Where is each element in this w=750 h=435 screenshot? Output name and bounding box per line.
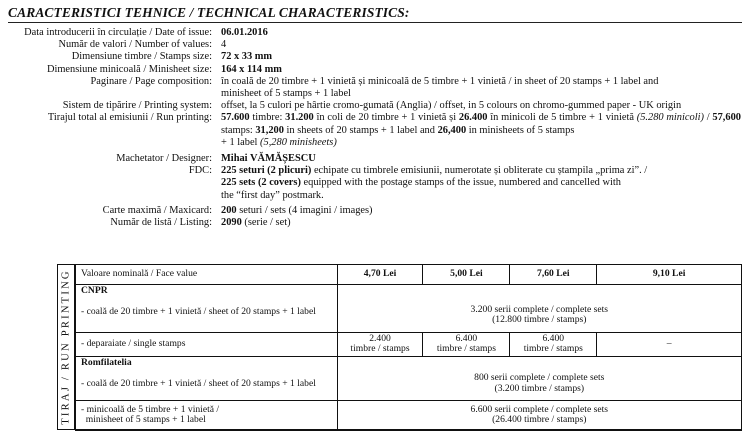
table-row	[76, 285, 742, 333]
run-printing-table	[75, 264, 742, 431]
spec-label: Paginare / Page composition:	[90, 75, 212, 87]
value-header-7-60: 7,60 Lei	[537, 268, 570, 280]
spec-designer	[0, 153, 750, 165]
romfilatelia-mini-sets: 6.600 serii complete / complete sets	[470, 403, 609, 415]
table-row	[76, 356, 742, 400]
romfilatelia-heading: Romfilatelia	[81, 356, 132, 368]
single-4-70-count: 2.400	[369, 333, 391, 344]
table-header-row	[76, 265, 742, 285]
spec-listing	[0, 217, 750, 229]
spec-printing-system	[0, 100, 750, 112]
value-header-4-70: 4,70 Lei	[363, 268, 397, 280]
spec-maxicard	[0, 205, 750, 217]
cnpr-sheet-label: - coală de 20 timbre + 1 vinietă / sheet of 20 stamps + 1 label	[81, 305, 316, 317]
spec-value: 4	[221, 39, 227, 51]
spec-label: Data introducerii în circulație / Date of issue:	[24, 27, 212, 38]
table-row: - minicoală de 5 timbre + 1 vinietă / minisheet of 5 stamps + 1 label 6.600 serii complete / complete sets (26.400 timbre / stamps)	[76, 400, 742, 430]
spec-label: Tirajul total al emisiunii / Run printing:	[47, 112, 212, 124]
page-title: CARACTERISTICI TEHNICE / TECHNICAL CHARACTERISTICS:	[8, 5, 410, 20]
spec-fdc	[0, 165, 750, 202]
spec-label: Dimensiune timbre / Stamps size:	[71, 51, 212, 63]
romfilatelia-sheet-sets: 800 serii complete / complete sets	[474, 372, 605, 384]
spec-value: în coală de 20 timbre + 1 vinietă și minicoală de 5 timbre + 1 vinietă / in sheet of 20 stamps + 1 label and	[221, 75, 659, 87]
side-label-text: TIRAJ / RUN PRINTING	[60, 269, 71, 425]
spec-value: offset, la 5 culori pe hârtie cromo-gumată (Anglia) / offset, in 5 colours on chromo-gummed paper - UK origin	[221, 100, 682, 112]
romfilatelia-sheet-label: - coală de 20 timbre + 1 vinietă / sheet of 20 stamps + 1 label	[81, 377, 316, 389]
face-value-header: Valoare nominală / Face value	[76, 265, 338, 285]
spec-issue-date	[0, 27, 750, 39]
spec-value: 57.600 timbre: 31.200 în coli de 20 timbre + 1 vinietă și 26.400 în minicoli de 5 timbre + 1 vinietă (5.280 minicoli) / 57,600 stamps: 31,200 in sheets of 20 stamps + 1 label and 26,400 in minisheets of 5 stamps + 1 label (5,280 minisheets)	[221, 112, 741, 148]
value-header-5-00: 5,00 Lei	[450, 268, 483, 280]
romfilatelia-mini-label: - minicoală de 5 timbre + 1 vinietă /	[81, 403, 220, 415]
spec-value: 164 x 114 mm	[221, 63, 282, 75]
spec-value: Mihai VĂMĂȘESCU	[221, 153, 316, 165]
spec-value: 2090 (serie / set)	[221, 217, 291, 229]
spec-label: Sistem de tipărire / Printing system:	[62, 100, 212, 112]
single-7-60-count: 6.400	[542, 333, 565, 344]
spec-stamp-size	[0, 51, 750, 63]
single-9-10-count: –	[597, 333, 742, 357]
cnpr-sheet-sets: 3.200 serii complete / complete sets	[470, 303, 609, 315]
spec-label: Carte maximă / Maxicard:	[102, 204, 212, 216]
spec-label: FDC:	[188, 165, 212, 177]
spec-value: 225 seturi (2 plicuri) echipate cu timbrele emisiunii, numerotate și obliterate cu ștampila „prima zi”. / 225 sets (2 covers) equipped with the postage stamps of the issue, numbered and cancelled with the “first day” postmark.	[221, 165, 648, 201]
technical-specs	[0, 27, 750, 229]
spec-values-count	[0, 39, 750, 51]
value-header-9-10: 9,10 Lei	[652, 268, 686, 280]
spec-value: minisheet of 5 stamps + 1 label	[221, 88, 351, 100]
spec-run-printing	[0, 112, 750, 149]
cnpr-sheet-stamps: (12.800 timbre / stamps)	[492, 314, 587, 325]
spec-label: Număr de valori / Number of values:	[58, 39, 212, 51]
title-divider	[8, 22, 742, 23]
spec-label: Dimensiune minicoală / Minisheet size:	[46, 63, 212, 75]
spec-label: Număr de listă / Listing:	[110, 217, 212, 229]
table-row: - deparaiate / single stamps 2.400 timbre / stamps 6.400 timbre / stamps 6.400 timbre / stamps –	[76, 333, 742, 357]
spec-minisheet-size	[0, 64, 750, 76]
run-printing-side-label	[57, 264, 75, 430]
spec-value: 06.01.2016	[221, 27, 268, 38]
cnpr-heading: CNPR	[81, 285, 108, 296]
romfilatelia-sheet-stamps: (3.200 timbre / stamps)	[494, 382, 585, 394]
spec-value: 200 seturi / sets (4 imagini / images)	[221, 204, 373, 216]
single-5-00-count: 6.400	[455, 333, 478, 344]
spec-pagination	[0, 76, 750, 100]
spec-label: Machetator / Designer:	[116, 153, 212, 165]
romfilatelia-mini-stamps: (26.400 timbre / stamps)	[492, 414, 587, 426]
cnpr-single-label: - deparaiate / single stamps	[76, 333, 338, 357]
spec-value: 72 x 33 mm	[221, 51, 273, 63]
